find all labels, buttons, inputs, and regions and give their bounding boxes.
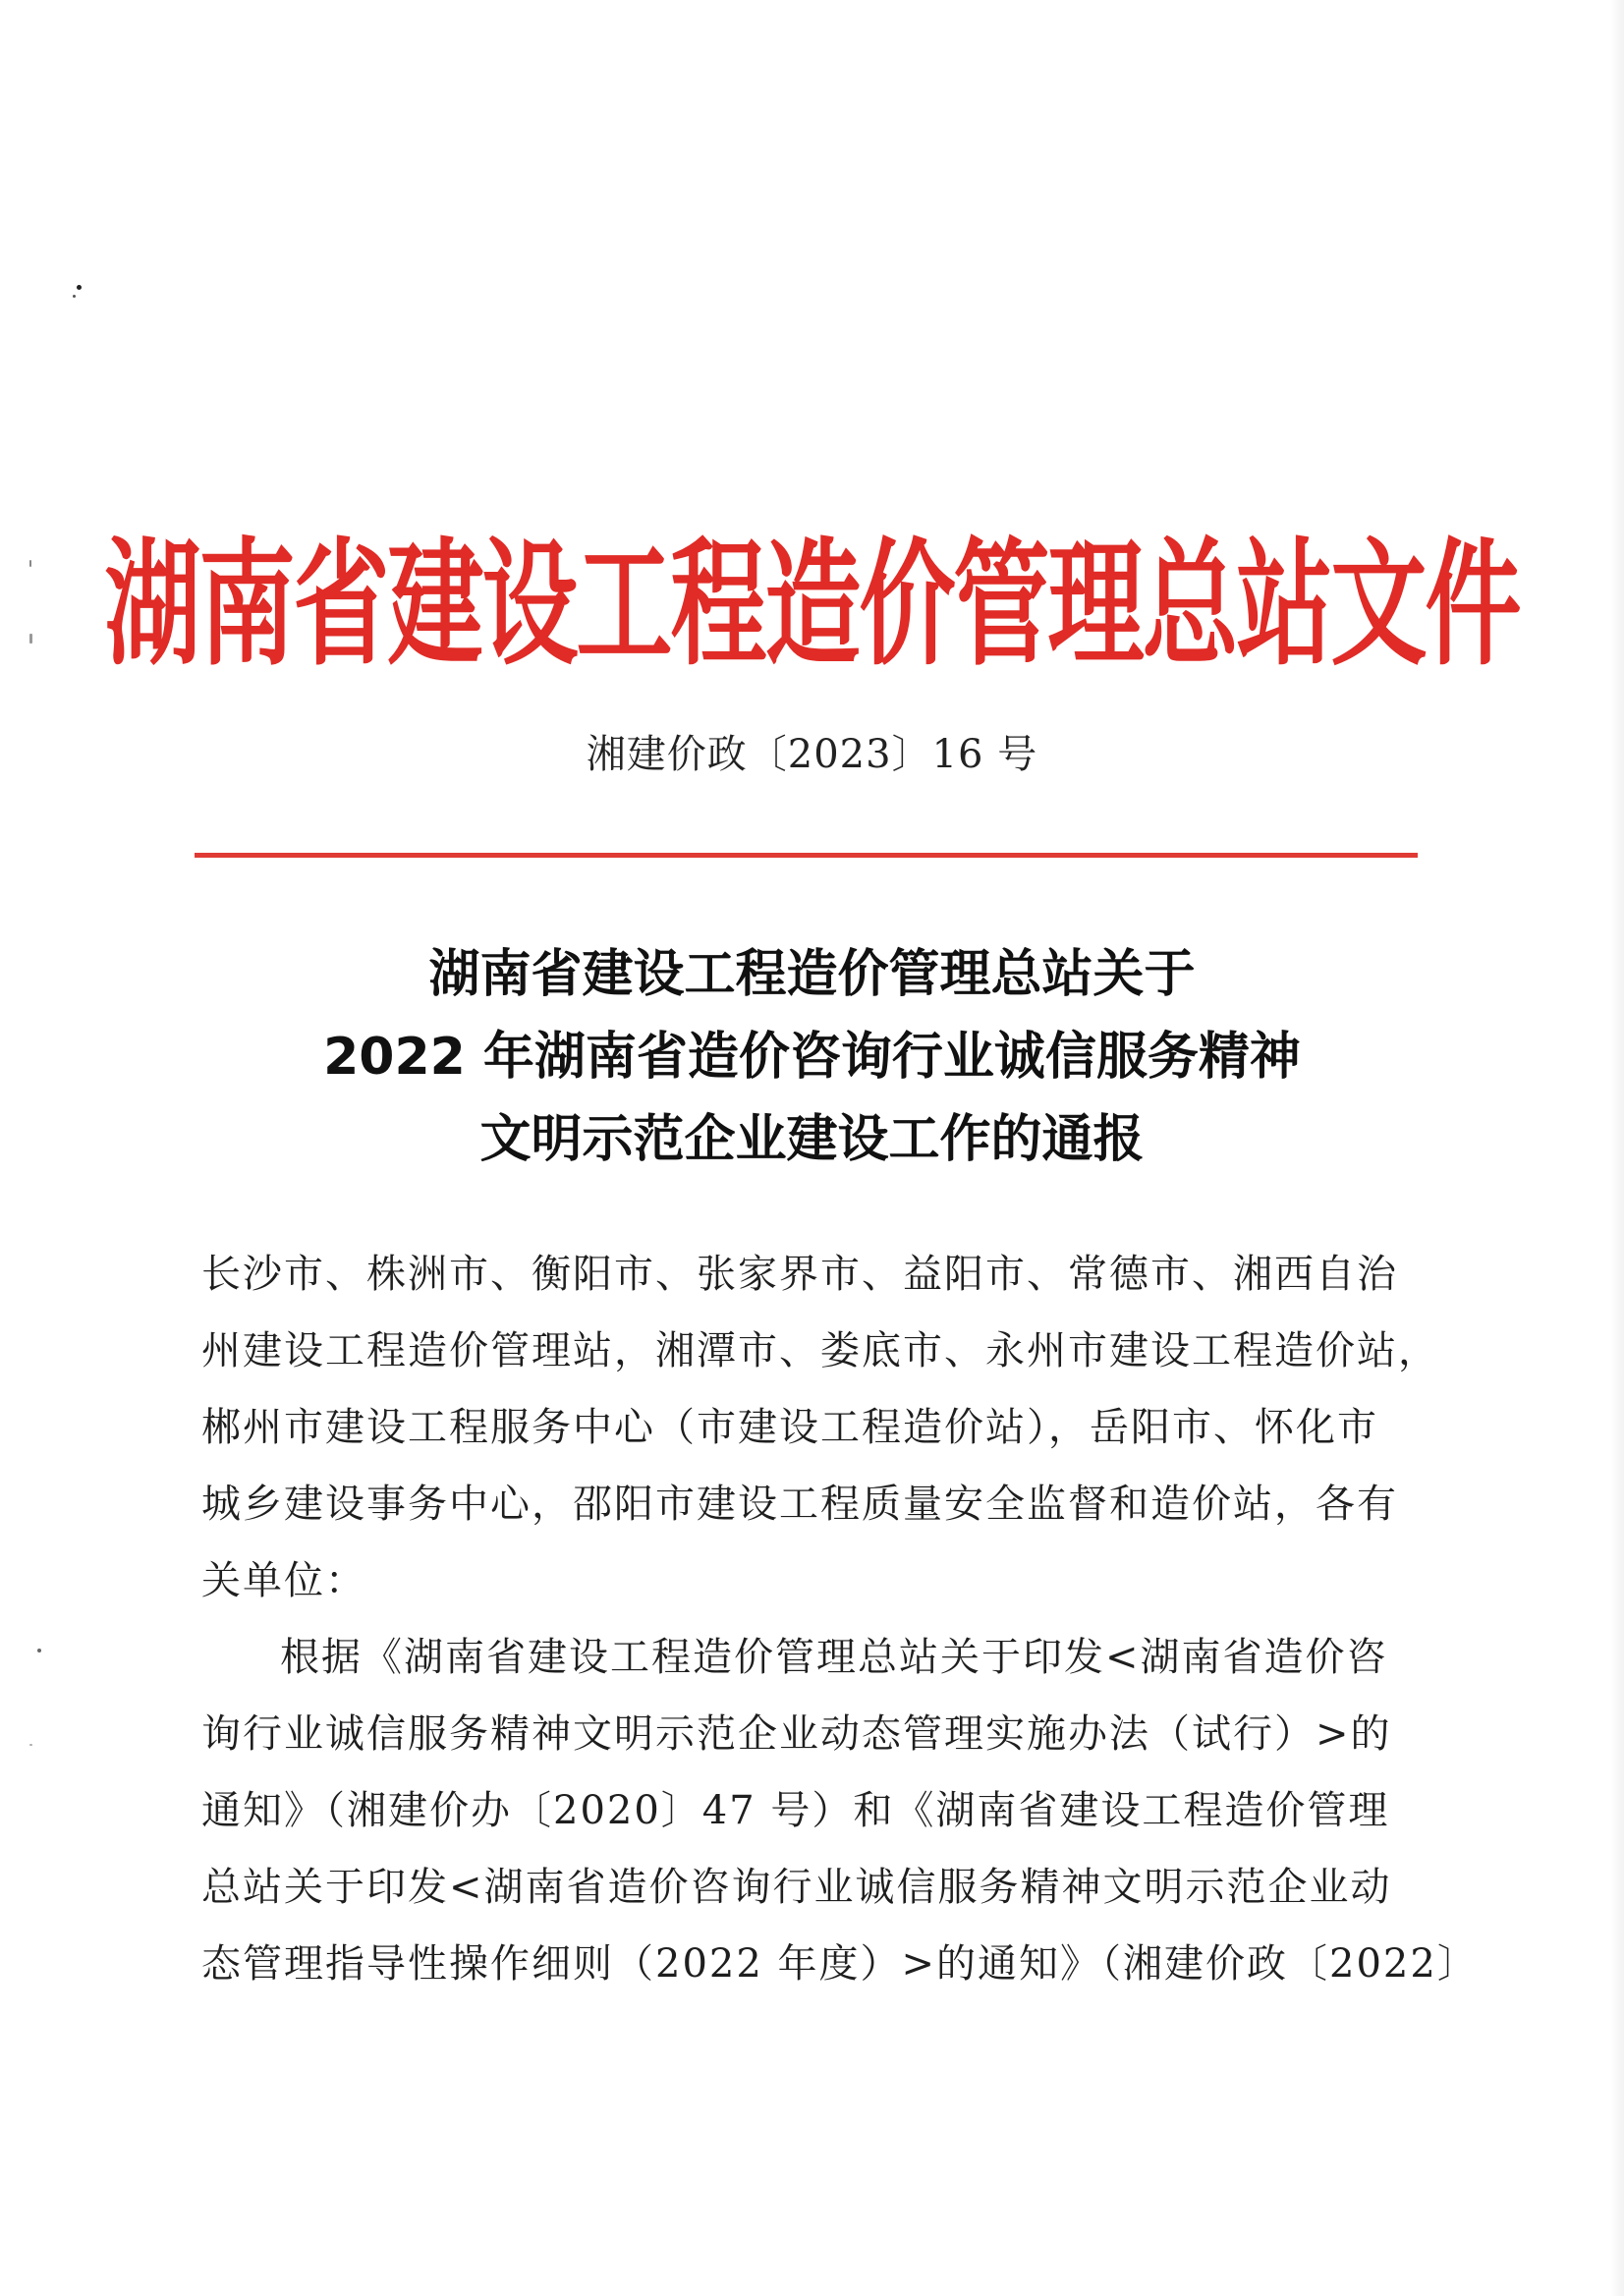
title-line: 2022 年湖南省造价咨询行业诚信服务精神 [323,1028,1301,1087]
paragraph-line: 根据《湖南省建设工程造价管理总站关于印发<湖南省造价咨 [280,1635,1388,1680]
notice-title [147,933,1477,1181]
title-line: 湖南省建设工程造价管理总站关于 [428,945,1196,1004]
addressee-line: 长沙市、株洲市、衡阳市、张家界市、益阳市、常德市、湘西自治 [201,1252,1398,1297]
paragraph-line: 询行业诚信服务精神文明示范企业动态管理实施办法（试行）>的 [201,1711,1392,1757]
scan-speck [37,1649,41,1652]
addressee-line: 城乡建设事务中心，邵阳市建设工程质量安全监督和造价站，各有 [201,1482,1398,1527]
addressee-line: 郴州市建设工程服务中心（市建设工程造价站），岳阳市、怀化市 [201,1405,1378,1450]
addressee-line: 州建设工程造价管理站，湘潭市、娄底市、永州市建设工程造价站， [201,1328,1439,1373]
paragraph-line: 总站关于印发<湖南省造价咨询行业诚信服务精神文明示范企业动 [201,1865,1392,1910]
masthead-title: 湖南省建设工程造价管理总站文件 [104,526,1520,686]
document-number: 湘建价政〔2023〕16 号 [586,732,1038,777]
title-line: 文明示范企业建设工作的通报 [479,1110,1145,1169]
scan-speck [73,295,76,298]
paragraph-line: 通知》（湘建价办〔2020〕47 号）和《湖南省建设工程造价管理 [201,1788,1390,1833]
document-body [201,1236,1479,2002]
red-divider-line [195,853,1418,858]
scan-speck [77,285,82,290]
paragraph-line: 态管理指导性操作细则（2022 年度）>的通知》（湘建价政〔2022〕 [201,1941,1479,1987]
addressee-line: 关单位： [201,1558,366,1603]
scan-speck [29,1744,32,1746]
scan-edge-shadow [1610,0,1624,2296]
